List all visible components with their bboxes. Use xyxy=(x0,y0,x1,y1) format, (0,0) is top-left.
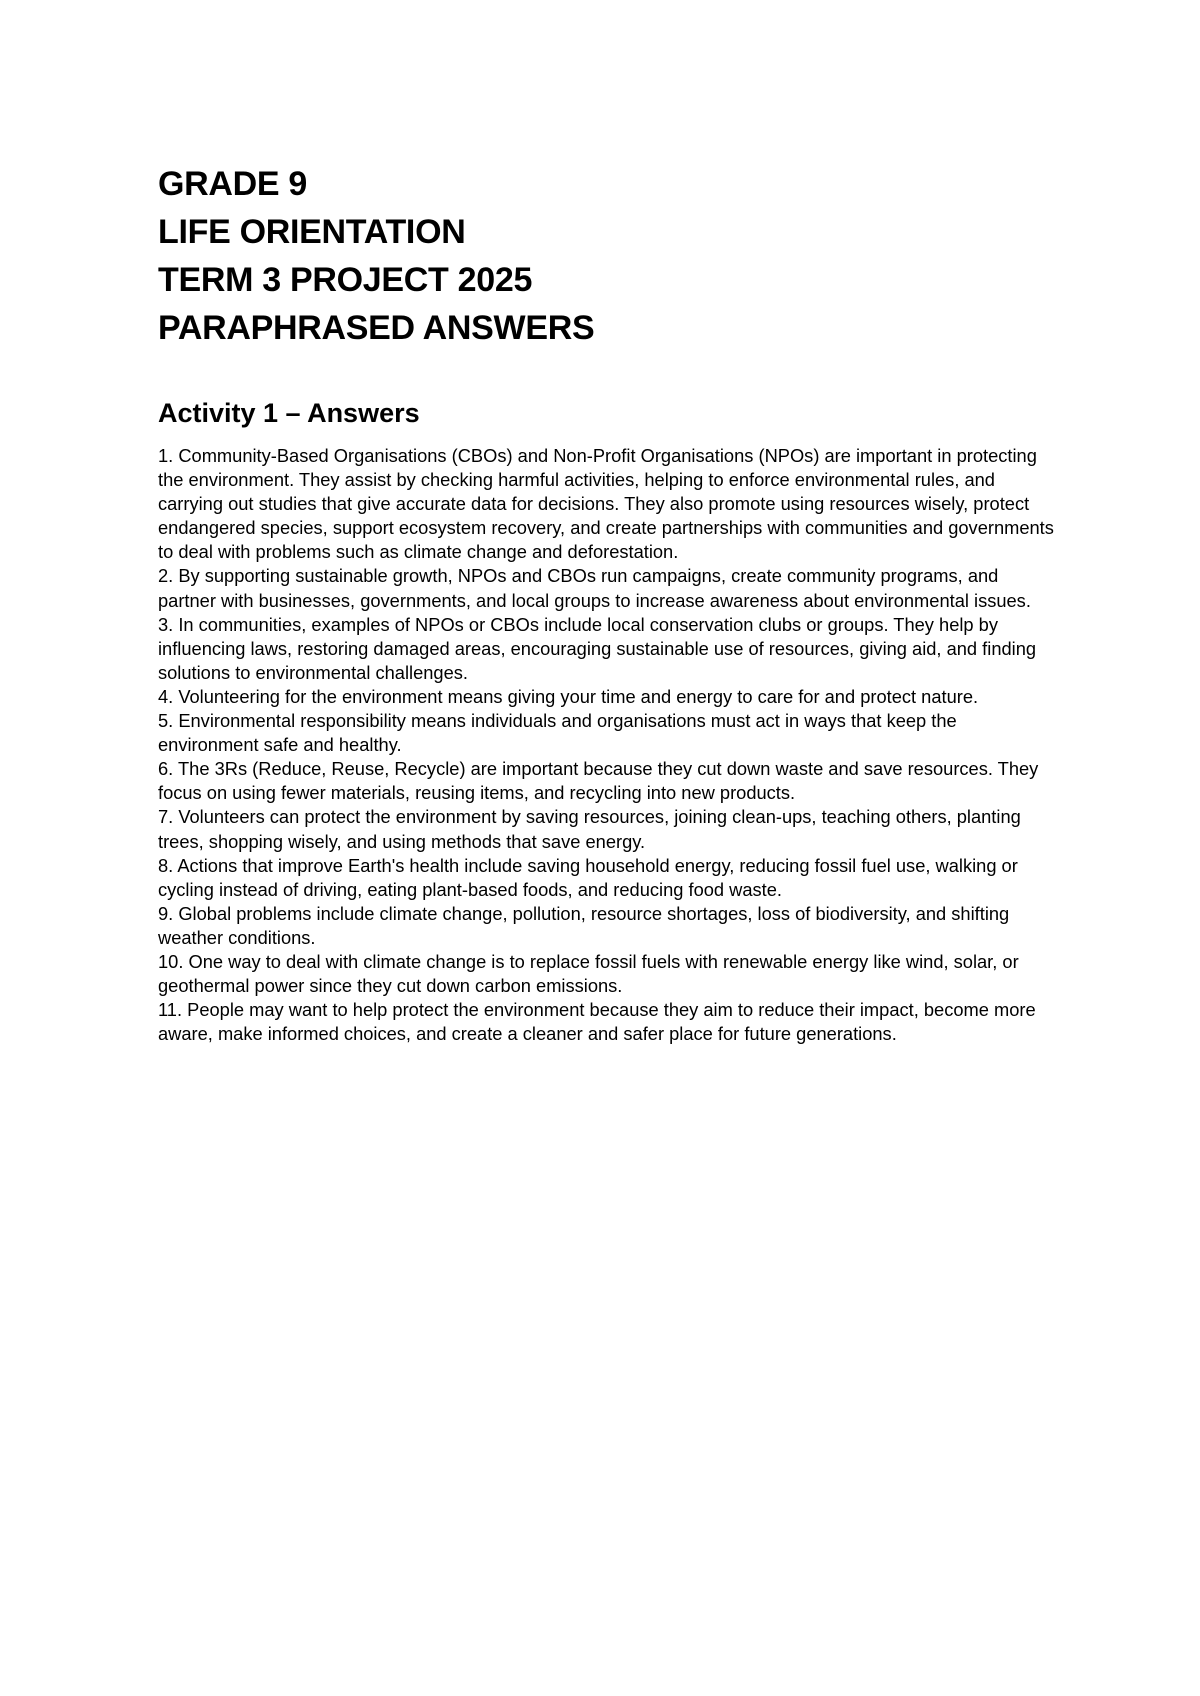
answer-item-6: 6. The 3Rs (Reduce, Reuse, Recycle) are important because they cut down waste and save resources. They focus on using fewer materials, reusing items, and recycling into new products. xyxy=(158,758,1039,804)
title-line-project: TERM 3 PROJECT 2025 xyxy=(158,261,533,299)
answer-item-1: 1. Community-Based Organisations (CBOs) and Non-Profit Organisations (NPOs) are important in protecting the environment. They assist by checking harmful activities, helping to enforce environmental rules, and carrying out studies that give accurate data for decisions. They also promote using resources wisely, protect endangered species, support ecosystem recovery, and create partnerships with communities and governments to deal with problems such as climate change and deforestation. xyxy=(158,445,1054,563)
title-line-grade: GRADE 9 xyxy=(158,165,308,203)
document-title xyxy=(158,160,1058,352)
answer-item-3: 3. In communities, examples of NPOs or CBOs include local conservation clubs or groups. They help by influencing laws, restoring damaged areas, encouraging sustainable use of resources, giving aid, and finding solutions to environmental challenges. xyxy=(158,613,1037,683)
title-line-subject: LIFE ORIENTATION xyxy=(158,213,466,251)
title-line-answers: PARAPHRASED ANSWERS xyxy=(158,309,595,347)
answer-item-5: 5. Environmental responsibility means individuals and organisations must act in ways that keep the environment safe and healthy. xyxy=(158,710,957,756)
answer-item-2: 2. By supporting sustainable growth, NPOs and CBOs run campaigns, create community programs, and partner with businesses, governments, and local groups to increase awareness about environmental issues. xyxy=(158,565,1031,611)
answer-item-10: 10. One way to deal with climate change is to replace fossil fuels with renewable energy like wind, solar, or geothermal power since they cut down carbon emissions. xyxy=(158,950,1019,997)
answer-item-7: 7. Volunteers can protect the environment by saving resources, joining clean-ups, teaching others, planting trees, shopping wisely, and using methods that save energy. xyxy=(158,806,1021,852)
activity-heading: Activity 1 – Answers xyxy=(158,398,420,428)
answer-item-8: 8. Actions that improve Earth's health include saving household energy, reducing fossil fuel use, walking or cycling instead of driving, eating plant-based foods, and reducing food waste. xyxy=(158,854,1018,900)
answer-item-11: 11. People may want to help protect the environment because they aim to reduce their impact, become more aware, make informed choices, and create a cleaner and safer place for future generations. xyxy=(158,999,1036,1045)
answer-item-9: 9. Global problems include climate change, pollution, resource shortages, loss of biodiversity, and shifting weather conditions. xyxy=(158,902,1010,948)
answer-item-4: 4. Volunteering for the environment means giving your time and energy to care for and protect nature. xyxy=(158,685,979,707)
answer-list xyxy=(158,444,1058,1046)
